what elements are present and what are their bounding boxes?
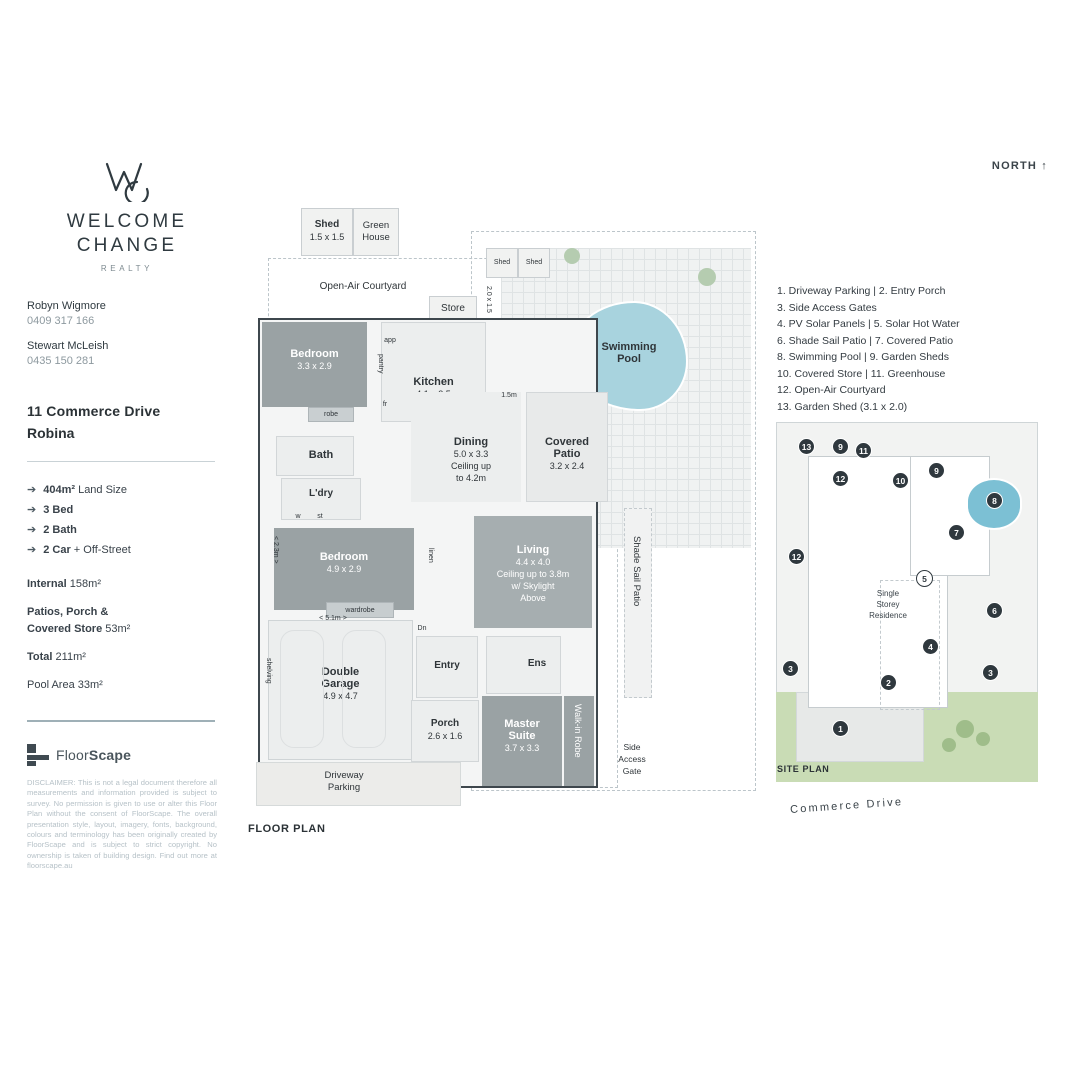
residence-label: Single Storey Residence [869,589,907,620]
wc-monogram-icon [103,160,151,202]
site-marker-10: 10 [892,472,909,489]
arrow-icon: ➔ [27,544,37,556]
site-marker-3a: 3 [782,660,799,677]
area-key: Total [27,651,53,663]
shade-sail-patio-label: Shade Sail Patio [631,536,642,607]
spec-item [27,540,227,560]
tree-icon [942,738,956,752]
double-garage-label: Double Garage 4.9 x 4.7 [321,666,360,701]
agent-name: Stewart McLeish [27,340,109,352]
agent-phone[interactable]: 0409 317 166 [27,315,95,327]
spec-item [27,480,227,500]
spec-value: 2 Bath [43,524,77,536]
shed-2-label: Shed [493,259,511,266]
spec-item [27,500,227,520]
area-key: Pool Area [27,679,75,691]
shelving-label: shelving [265,658,272,684]
disclaimer-text: DISCLAIMER: This is not a legal document therefore all measurements and information provided is subject to survey. No permission is given to use or alter this Floor Plan without the consent of FloorScape. The overall presentation style, layout, imagery, fonts, background, colours and terminology has been originally created by FloorScape and is subject to strict copyright. No ownership is taken of building design. Find out more at floorscape.au [27,778,217,871]
dining-label: Dining 5.0 x 3.3 Ceiling up to 4.2m [450,436,492,483]
north-indicator [992,160,1048,172]
driveway-parking-label: Driveway Parking [324,770,364,793]
site-marker-8: 8 [986,492,1003,509]
area-value: 211m² [55,651,86,663]
spec-label: Land Size [75,484,127,496]
agent-name: Robyn Wigmore [27,300,106,312]
appliance-label: app [384,337,396,344]
site-plan-title: SITE PLAN [777,764,830,774]
linen-label: linen [427,548,434,563]
legend-item: 10. Covered Store | 11. Greenhouse [777,367,946,380]
area-key: Internal [27,578,67,590]
address-street: 11 Commerce Drive [27,403,161,419]
arrow-icon: ➔ [27,484,37,496]
floorscape-mark-icon [27,744,49,766]
fridge-label: fr [382,401,388,408]
legend-item: 3. Side Access Gates [777,301,877,314]
area-key-2: Covered Store [27,623,103,635]
brand-line-2: CHANGE [76,235,178,256]
garage-width-label: < 5.1m > [319,615,347,622]
legend-item: 1. Driveway Parking | 2. Entry Porch [777,285,946,297]
bedroom-2-depth-label: < 2.3m > [272,536,279,564]
site-marker-9a: 9 [832,438,849,455]
legend-item: 4. PV Solar Panels | 5. Solar Hot Water [777,318,960,330]
shed-3-label: Shed [525,259,543,266]
area-item [27,649,227,666]
store-dims-label: 2.0 x 1.5 [485,286,492,313]
robe-label: robe [323,411,338,418]
floorscape-name-bold: Scape [88,747,132,763]
swimming-pool-label: Swimming Pool [601,341,657,365]
brand-line-1: WELCOME [66,211,188,232]
tree-icon [976,732,990,746]
walk-in-robe-label: Walk-in Robe [573,704,583,758]
brand-line-3: REALTY [100,264,154,273]
kitchen-label: Kitchen [413,376,454,388]
property-address [27,403,227,441]
palm-icon [564,248,580,264]
bath-label: Bath [308,449,334,461]
area-key: Patios, Porch & [27,606,109,618]
car-outline-icon [342,630,386,748]
legend-item: 13. Garden Shed (3.1 x 2.0) [777,400,908,413]
spec-value: 2 Car [43,544,71,556]
ensuite-label: Ens [527,658,547,669]
covered-patio-label: Covered Patio 3.2 x 2.4 [544,436,590,471]
north-arrow-icon: ↑ [1041,160,1048,172]
legend-item: 6. Shade Sail Patio | 7. Covered Patio [777,334,954,347]
site-marker-9b: 9 [928,462,945,479]
site-marker-4: 4 [922,638,939,655]
area-value: 53m² [105,623,131,635]
area-value: 33m² [77,679,103,691]
street-name-label: Commerce Drive [789,796,904,816]
arrow-icon: ➔ [27,524,37,536]
greenhouse-label: Green House [362,220,390,243]
arrow-icon: ➔ [27,504,37,516]
agent-phone[interactable]: 0435 150 281 [27,355,95,367]
area-item [27,677,227,694]
spec-value: 3 Bed [43,504,74,516]
site-marker-1: 1 [832,720,849,737]
spec-item [27,520,227,540]
side-access-gate-label: Side Access Gate [618,742,646,776]
master-suite-label: Master Suite 3.7 x 3.3 [504,718,540,753]
sidebar [27,160,227,872]
spec-label: + Off-Street [70,544,131,556]
st-label: st [317,513,323,520]
site-marker-13: 13 [798,438,815,455]
divider-thick [27,720,215,722]
spec-value: 404m² [43,484,76,496]
pantry-label: pantry [377,354,384,374]
area-list [27,576,227,694]
palm-icon [698,268,716,286]
wardrobe-label: wardrobe [345,607,375,614]
legend [777,283,1027,415]
site-marker-5: 5 [916,570,933,587]
stairs-dn-label: Dn [417,625,427,632]
tree-icon [956,720,974,738]
floorscape-name-light: Floor [56,747,89,763]
bedroom-2-label: Bedroom 4.9 x 2.9 [319,551,369,574]
divider [27,461,215,462]
store-label: Store [441,303,465,314]
site-marker-11: 11 [855,442,872,459]
porch-label: Porch 2.6 x 1.6 [427,718,463,741]
living-label: Living 4.4 x 4.0 Ceiling up to 3.8m w/ Skylight Above [496,544,570,603]
legend-item: 12. Open-Air Courtyard [777,384,886,396]
shed-1-label: Shed 1.5 x 1.5 [309,219,345,242]
patio-width-label: 1.5m [501,392,517,399]
bedroom-1-label: Bedroom 3.3 x 2.9 [290,348,339,371]
floor-plan-title: FLOOR PLAN [248,823,326,835]
site-plan-drawing [770,420,1045,810]
site-marker-7: 7 [948,524,965,541]
site-marker-2: 2 [880,674,897,691]
address-suburb: Robina [27,425,75,441]
agent-list [27,299,227,369]
legend-item: 8. Swimming Pool | 9. Garden Sheds [777,351,949,363]
entry-label: Entry [434,660,460,671]
site-marker-12a: 12 [832,470,849,487]
site-marker-6: 6 [986,602,1003,619]
site-marker-12b: 12 [788,548,805,565]
area-value: 158m² [69,578,101,590]
open-air-courtyard-label: Open-Air Courtyard [319,281,407,292]
area-item [27,576,227,593]
laundry-label: L'dry [308,488,334,499]
site-marker-3b: 3 [982,664,999,681]
floor-plan-drawing [246,196,766,821]
spec-list [27,480,227,560]
washer-label: w [295,513,301,520]
car-outline-icon [280,630,324,748]
floorscape-logo [27,744,227,766]
north-label: NORTH [991,160,1038,172]
area-item [27,604,227,638]
